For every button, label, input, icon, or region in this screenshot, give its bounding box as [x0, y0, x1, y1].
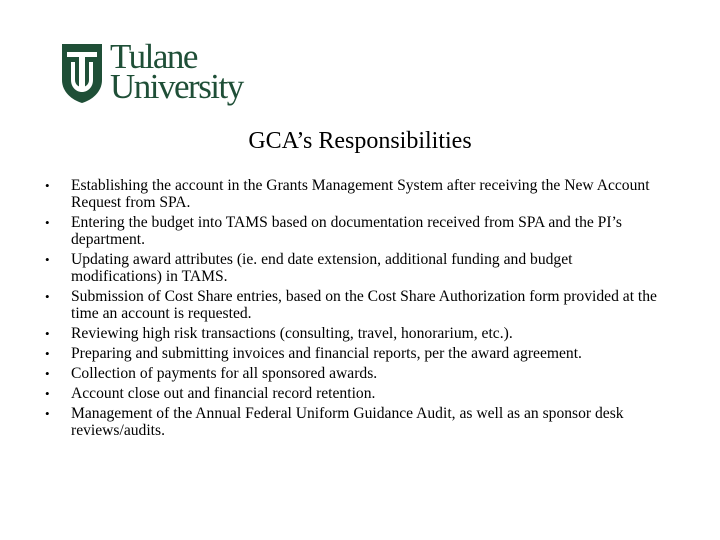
bullet-icon: •	[45, 178, 50, 193]
bullet-icon: •	[45, 406, 50, 421]
bullet-icon: •	[45, 215, 50, 230]
bullet-icon: •	[45, 252, 50, 267]
logo-wordmark	[110, 37, 243, 106]
slide-title: GCA’s Responsibilities	[248, 128, 472, 154]
list-item-text: Submission of Cost Share entries, based on the Cost Share Authorization form provided at the time an account is requested.	[71, 288, 657, 322]
list-item	[45, 214, 665, 248]
responsibilities-list	[45, 177, 665, 442]
list-item-text: Reviewing high risk transactions (consulting, travel, honorarium, etc.).	[71, 325, 513, 342]
list-item-text: Account close out and financial record retention.	[71, 385, 376, 402]
bullet-icon: •	[45, 366, 50, 381]
bullet-icon: •	[45, 386, 50, 401]
list-item-text: Collection of payments for all sponsored awards.	[71, 365, 378, 382]
list-item-text: Entering the budget into TAMS based on documentation received from SPA and the PI’s department.	[71, 214, 622, 248]
list-item	[45, 288, 665, 322]
tulane-university-logo	[60, 37, 250, 106]
list-item	[45, 251, 665, 285]
list-item	[45, 365, 665, 382]
list-item	[45, 177, 665, 211]
logo-line-tulane: Tulane	[110, 37, 197, 76]
list-item	[45, 405, 665, 439]
bullet-icon: •	[45, 346, 50, 361]
list-item	[45, 385, 665, 402]
tu-shield-icon	[60, 42, 104, 104]
list-item-text: Updating award attributes (ie. end date extension, additional funding and budget modifications) in TAMS.	[71, 251, 573, 285]
bullet-icon: •	[45, 326, 50, 341]
list-item-text: Establishing the account in the Grants Management System after receiving the New Account Request from SPA.	[71, 177, 650, 211]
logo-line-university: University	[110, 67, 243, 106]
bullet-icon: •	[45, 289, 50, 304]
list-item	[45, 325, 665, 342]
list-item	[45, 345, 665, 362]
list-item-text: Management of the Annual Federal Uniform Guidance Audit, as well as an sponsor desk reviews/audits.	[71, 405, 624, 439]
list-item-text: Preparing and submitting invoices and financial reports, per the award agreement.	[71, 345, 582, 362]
